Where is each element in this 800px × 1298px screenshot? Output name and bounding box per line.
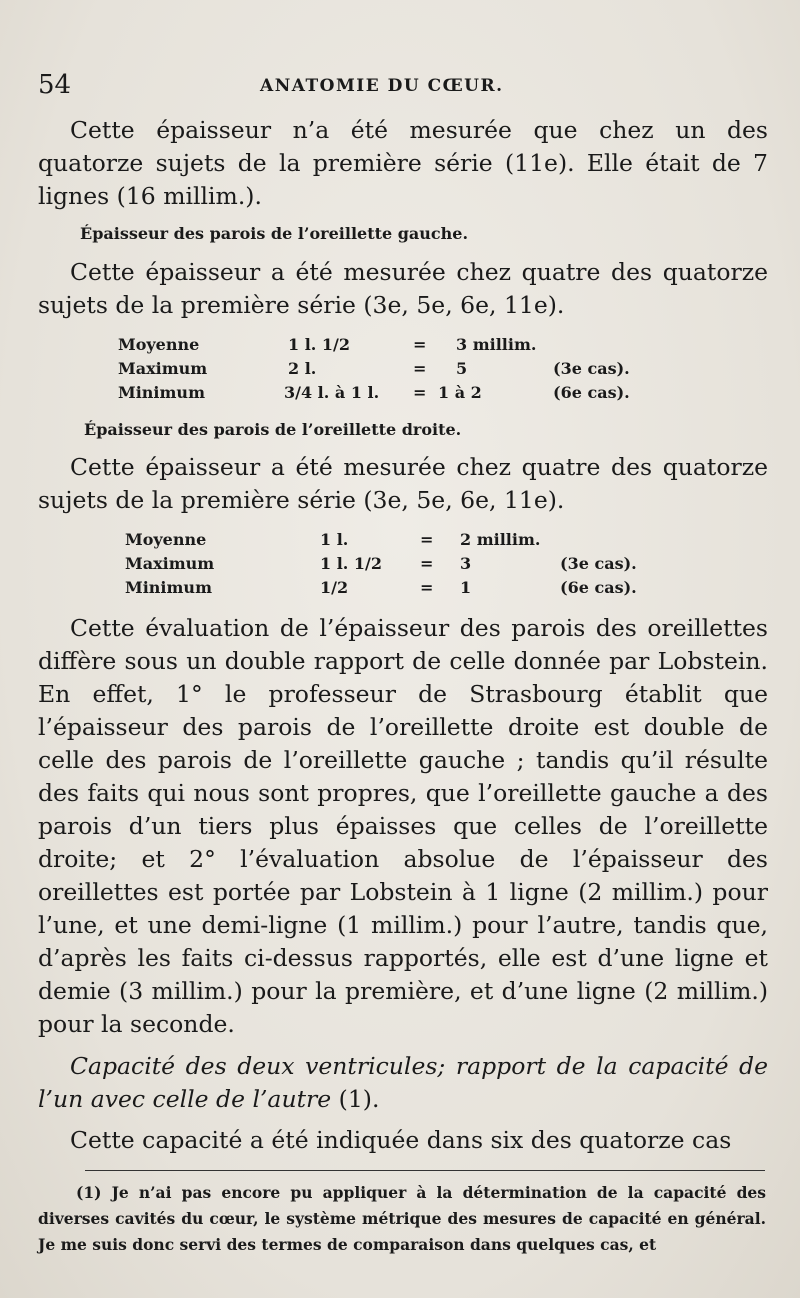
row-result: 3 millim. [456,335,537,354]
row-value: 1 l. [320,530,349,549]
table-row [118,335,638,359]
footnote-text: (1) Je n’ai pas encore pu appliquer à la détermination de la capacité des diverses cavités du cœur, le système métrique des mesures de capacité en général. Je me suis donc servi des termes de comparaison dans quelques cas, et [38,1183,766,1254]
row-label: Minimum [125,578,212,597]
row-result: 3 [460,554,472,573]
row-label: Moyenne [118,335,200,354]
table-left-atrium [118,335,638,407]
row-sign: = [420,530,434,549]
row-value: 1 l. 1/2 [288,335,351,354]
row-note: (3e cas). [560,554,637,573]
row-result: 1 [460,578,472,597]
paragraph-capacity: Cette capacité a été indiquée dans six des quatorze cas [70,1126,732,1154]
row-sign: = [420,578,434,597]
row-value: 2 l. [288,359,317,378]
row-note: (6e cas). [560,578,637,597]
paragraph-intro: Cette épaisseur n’a été mesurée que chez un des quatorze sujets de la première série (11e). Elle était de 7 lignes (16 millim.). [38,116,768,210]
row-result: 1 à 2 [438,383,482,402]
italic-section-heading [38,1050,768,1116]
row-sign: = [413,359,427,378]
table-row [125,578,645,602]
row-label: Maximum [118,359,208,378]
row-note: (6e cas). [553,383,630,402]
row-value: 1/2 [320,578,349,597]
italic-heading-text: Capacité des deux ventricules; rapport de la capacité de l’un avec celle de l’autre [38,1052,768,1113]
table-row [118,359,638,383]
footnote [38,1180,766,1258]
subheading-right-atrium: Épaisseur des parois de l’oreillette droite. [84,420,462,439]
row-label: Minimum [118,383,205,402]
running-title: ANATOMIE DU CŒUR. [260,76,504,96]
row-label: Maximum [125,554,215,573]
table-row [125,554,645,578]
paragraph-right-atrium: Cette épaisseur a été mesurée chez quatre des quatorze sujets de la première série (3e, 5e, 6e, 11e). [38,453,768,514]
row-sign: = [420,554,434,573]
page-header [38,68,768,108]
table-right-atrium [125,530,645,602]
row-result: 5 [456,359,468,378]
table-row [118,383,638,407]
page-number: 54 [38,70,72,100]
footnote-ref: (1). [338,1085,380,1113]
row-sign: = [413,335,427,354]
row-value: 1 l. 1/2 [320,554,383,573]
row-label: Moyenne [125,530,207,549]
paragraph-comparison: Cette évaluation de l’épaisseur des parois des oreillettes diffère sous un double rapport de celle donnée par Lobstein. En effet, 1° le professeur de Strasbourg établit que l’épaisseur des parois de l’oreillette droite est double de celle des parois de l’oreillette gauche ; tandis qu’il résulte des faits qui nous sont propres, que l’oreillette gauche a des parois d’un tiers plus épaisses que celles de l’oreillette droite; et 2° l’évaluation absolue de l’épaisseur des oreillettes est portée par Lobstein à 1 ligne (2 millim.) pour l’une, et une demi-ligne (1 millim.) pour l’autre, tandis que, d’après les faits ci-dessus rapportés, elle est d’une ligne et demie (3 millim.) pour la première, et d’une ligne (2 millim.) pour la seconde. [38,614,768,1038]
row-value: 3/4 l. à 1 l. [284,383,380,402]
row-result: 2 millim. [460,530,541,549]
footnote-divider [85,1170,765,1171]
table-row [125,530,645,554]
subheading-left-atrium: Épaisseur des parois de l’oreillette gauche. [80,224,469,243]
row-note: (3e cas). [553,359,630,378]
paragraph-left-atrium: Cette épaisseur a été mesurée chez quatre des quatorze sujets de la première série (3e, 5e, 6e, 11e). [38,258,768,319]
row-sign: = [413,383,427,402]
